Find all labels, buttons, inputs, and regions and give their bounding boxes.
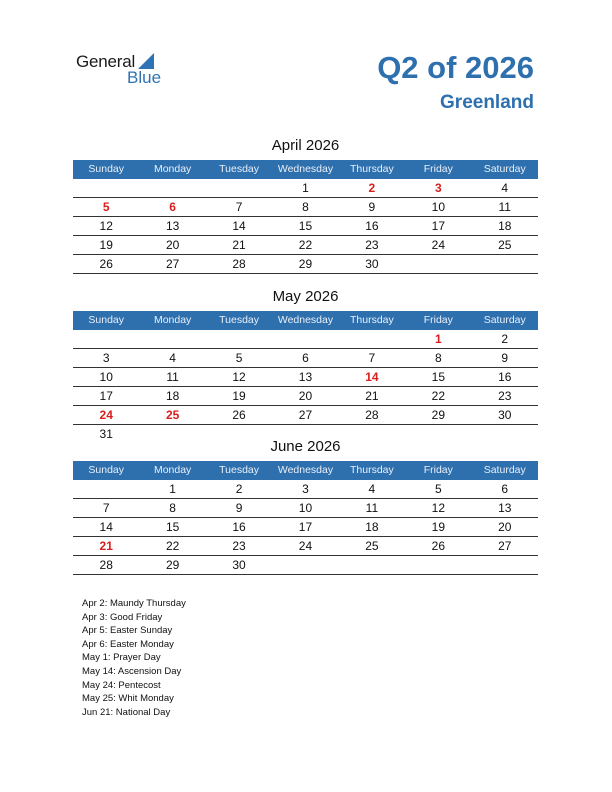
day-cell: 2	[501, 332, 509, 346]
week-row	[73, 406, 538, 425]
week-row	[73, 217, 538, 236]
empty-day-cell	[73, 330, 139, 348]
day-cell: 16	[365, 219, 379, 233]
weekday-label: Wednesday	[277, 314, 334, 326]
day-cell: 18	[498, 219, 512, 233]
day-cell: 17	[431, 219, 445, 233]
day-cell: 18	[365, 520, 379, 534]
week-row	[73, 198, 538, 217]
day-cell: 10	[431, 200, 445, 214]
day-cell: 4	[169, 351, 176, 365]
day-cell: 24	[298, 539, 313, 553]
holiday-item: May 24: Pentecost	[82, 679, 161, 691]
day-cell: 17	[298, 520, 313, 534]
day-cell: 5	[434, 482, 442, 496]
empty-day-cell	[139, 179, 205, 197]
day-cell: 12	[232, 370, 246, 384]
day-cell: 15	[298, 219, 313, 233]
day-cell: 26	[431, 539, 445, 553]
day-cell: 3	[102, 351, 110, 365]
weekday-label: Saturday	[483, 464, 526, 476]
day-cell: 1	[434, 332, 442, 346]
day-cell: 21	[365, 389, 379, 403]
day-cell: 25	[498, 238, 512, 252]
weekday-label: Saturday	[483, 163, 526, 175]
week-row	[73, 518, 538, 537]
empty-day-cell	[206, 330, 272, 348]
day-cell: 21	[99, 539, 113, 553]
day-cell: 3	[302, 482, 309, 496]
day-cell: 14	[365, 370, 379, 384]
weekday-label: Tuesday	[219, 314, 259, 326]
day-cell: 28	[365, 408, 379, 422]
day-cell: 11	[498, 200, 511, 214]
day-cell: 17	[99, 389, 113, 403]
day-cell: 30	[232, 558, 246, 572]
day-cell: 13	[298, 370, 313, 384]
day-cell: 27	[165, 257, 180, 271]
day-cell: 28	[232, 257, 246, 271]
empty-day-cell	[139, 330, 205, 348]
holiday-item: Apr 6: Easter Monday	[82, 638, 174, 650]
day-cell: 11	[365, 501, 379, 515]
holiday-item: May 1: Prayer Day	[82, 652, 161, 664]
weekday-label: Thursday	[350, 163, 394, 175]
day-cell: 14	[232, 219, 246, 233]
week-row	[73, 330, 538, 349]
day-cell: 23	[232, 539, 246, 553]
day-cell: 18	[165, 389, 180, 403]
day-cell: 7	[102, 501, 110, 515]
weekday-label: Friday	[423, 464, 453, 476]
empty-day-cell	[73, 480, 139, 498]
week-row	[73, 236, 538, 255]
day-cell: 21	[232, 238, 246, 252]
weekday-label: Sunday	[88, 163, 125, 175]
empty-day-cell	[472, 255, 538, 273]
day-cell: 24	[431, 238, 445, 252]
weekday-label: Monday	[153, 464, 192, 476]
month-title: May 2026	[272, 288, 339, 305]
day-cell: 20	[165, 238, 180, 252]
month-calendar	[73, 287, 538, 443]
day-cell: 19	[431, 520, 445, 534]
weekday-label: Sunday	[88, 464, 125, 476]
weekday-label: Monday	[153, 314, 192, 326]
week-row	[73, 537, 538, 556]
day-cell: 12	[431, 501, 445, 515]
day-cell: 2	[368, 181, 376, 195]
day-cell: 29	[165, 558, 180, 572]
day-cell: 19	[99, 238, 113, 252]
logo-triangle-icon	[138, 53, 154, 69]
day-cell: 20	[298, 389, 313, 403]
day-cell: 27	[498, 539, 512, 553]
holiday-item: Apr 3: Good Friday	[82, 611, 163, 623]
day-cell: 23	[365, 238, 379, 252]
week-row	[73, 499, 538, 518]
day-cell: 30	[498, 408, 512, 422]
logo-general-text: General	[76, 52, 136, 71]
day-cell: 24	[99, 408, 113, 422]
day-cell: 16	[232, 520, 246, 534]
day-cell: 1	[169, 482, 176, 496]
day-cell: 1	[302, 181, 309, 195]
week-row	[73, 255, 538, 274]
day-cell: 9	[368, 200, 376, 214]
day-cell: 31	[99, 427, 113, 441]
holiday-item: Apr 5: Easter Sunday	[82, 625, 173, 637]
holiday-item: Apr 2: Maundy Thursday	[82, 598, 186, 609]
week-row	[73, 556, 538, 575]
day-cell: 19	[232, 389, 246, 403]
day-cell: 12	[99, 219, 113, 233]
day-cell: 10	[298, 501, 313, 515]
day-cell: 9	[501, 351, 509, 365]
holiday-item: May 25: Whit Monday	[82, 693, 174, 705]
day-cell: 29	[431, 408, 445, 422]
weekday-header	[73, 311, 538, 330]
day-cell: 2	[235, 482, 243, 496]
day-cell: 16	[498, 370, 512, 384]
day-cell: 6	[501, 482, 509, 496]
page-title: Q2 of 2026	[377, 50, 534, 85]
day-cell: 4	[501, 181, 509, 195]
day-cell: 25	[165, 408, 180, 422]
week-row	[73, 368, 538, 387]
weekday-label: Thursday	[350, 314, 394, 326]
day-cell: 26	[232, 408, 246, 422]
day-cell: 25	[365, 539, 379, 553]
day-cell: 27	[298, 408, 313, 422]
day-cell: 6	[302, 351, 309, 365]
holiday-list	[82, 597, 186, 719]
day-cell: 22	[431, 389, 445, 403]
week-row	[73, 179, 538, 198]
day-cell: 28	[99, 558, 113, 572]
weekday-label: Tuesday	[219, 163, 259, 175]
day-cell: 10	[99, 370, 113, 384]
empty-day-cell	[405, 255, 471, 273]
day-cell: 30	[365, 257, 379, 271]
day-cell: 15	[165, 520, 180, 534]
weekday-label: Wednesday	[277, 464, 334, 476]
weekday-label: Friday	[423, 314, 453, 326]
month-title: June 2026	[270, 438, 341, 455]
day-cell: 15	[431, 370, 445, 384]
weekday-label: Monday	[153, 163, 192, 175]
weekday-label: Saturday	[483, 314, 526, 326]
week-row	[73, 387, 538, 406]
weekday-label: Tuesday	[219, 464, 259, 476]
day-cell: 5	[235, 351, 243, 365]
day-cell: 8	[169, 501, 176, 515]
empty-day-cell	[405, 556, 471, 574]
day-cell: 22	[165, 539, 180, 553]
day-cell: 8	[434, 351, 442, 365]
weekday-label: Thursday	[350, 464, 394, 476]
day-cell: 20	[498, 520, 512, 534]
weekday-label: Friday	[423, 163, 453, 175]
month-title: April 2026	[271, 137, 340, 154]
day-cell: 6	[169, 200, 176, 214]
logo	[76, 52, 176, 92]
day-cell: 22	[298, 238, 313, 252]
day-cell: 26	[99, 257, 113, 271]
empty-day-cell	[472, 556, 538, 574]
day-cell: 7	[235, 200, 243, 214]
empty-day-cell	[339, 556, 405, 574]
day-cell: 29	[298, 257, 313, 271]
empty-day-cell	[272, 330, 338, 348]
holiday-item: May 14: Ascension Day	[82, 665, 182, 677]
week-row	[73, 349, 538, 368]
month-calendar	[73, 136, 538, 274]
page-subtitle: Greenland	[440, 92, 534, 113]
empty-day-cell	[339, 330, 405, 348]
day-cell: 11	[166, 370, 179, 384]
day-cell: 7	[368, 351, 376, 365]
day-cell: 23	[498, 389, 512, 403]
day-cell: 4	[368, 482, 376, 496]
logo-blue-text: Blue	[127, 68, 162, 87]
empty-day-cell	[206, 179, 272, 197]
weekday-header	[73, 461, 538, 480]
day-cell: 5	[102, 200, 110, 214]
weekday-label: Sunday	[88, 314, 125, 326]
day-cell: 14	[99, 520, 113, 534]
empty-day-cell	[272, 556, 338, 574]
week-row	[73, 480, 538, 499]
holiday-item: Jun 21: National Day	[82, 706, 171, 718]
weekday-label: Wednesday	[277, 163, 334, 175]
day-cell: 9	[235, 501, 243, 515]
day-cell: 3	[434, 181, 442, 195]
month-calendar	[73, 437, 538, 575]
day-cell: 13	[498, 501, 512, 515]
empty-day-cell	[73, 179, 139, 197]
day-cell: 8	[302, 200, 309, 214]
weekday-header	[73, 160, 538, 179]
day-cell: 13	[165, 219, 180, 233]
